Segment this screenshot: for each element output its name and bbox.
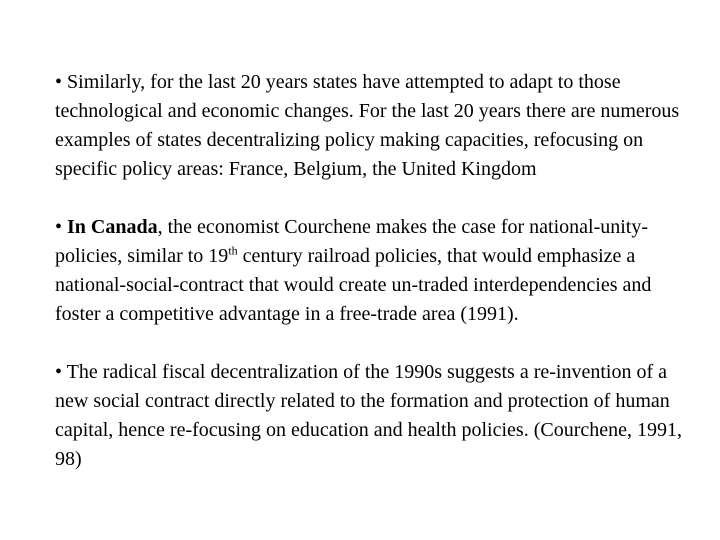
bullet-item-fiscal-decentralization <box>55 358 695 474</box>
bullet-glyph: • <box>55 71 63 93</box>
bullet-item-decentralization-trend <box>55 68 695 184</box>
bullet-text-continued: century railroad policies, that would emphasize a national-social-contract that would create un-traded interdependencies and foster a competitive advantage in a free-trade area (1991). <box>55 245 652 325</box>
bullet-text: , the economist Courchene makes the case for national-unity-policies, similar to 19 <box>55 216 649 267</box>
superscript-ordinal: th <box>228 243 238 258</box>
bullet-list <box>55 68 695 474</box>
bullet-text: Similarly, for the last 20 years states have attempted to adapt to those technological and economic changes. For the last 20 years there are numerous examples of states decentralizing policy making capacities, refocusing on specific policy areas: France, Belgium, the United Kingdom <box>55 71 680 180</box>
bullet-bold-lead: In Canada <box>67 216 158 238</box>
bullet-glyph: • <box>55 216 63 238</box>
bullet-item-canada-courchene <box>55 213 695 329</box>
bullet-text: The radical fiscal decentralization of the 1990s suggests a re-invention of a new social contract directly related to the formation and protection of human capital, hence re-focusing on education and health policies. (Courchene, 1991, 98) <box>55 361 682 470</box>
bullet-glyph: • <box>55 361 63 383</box>
